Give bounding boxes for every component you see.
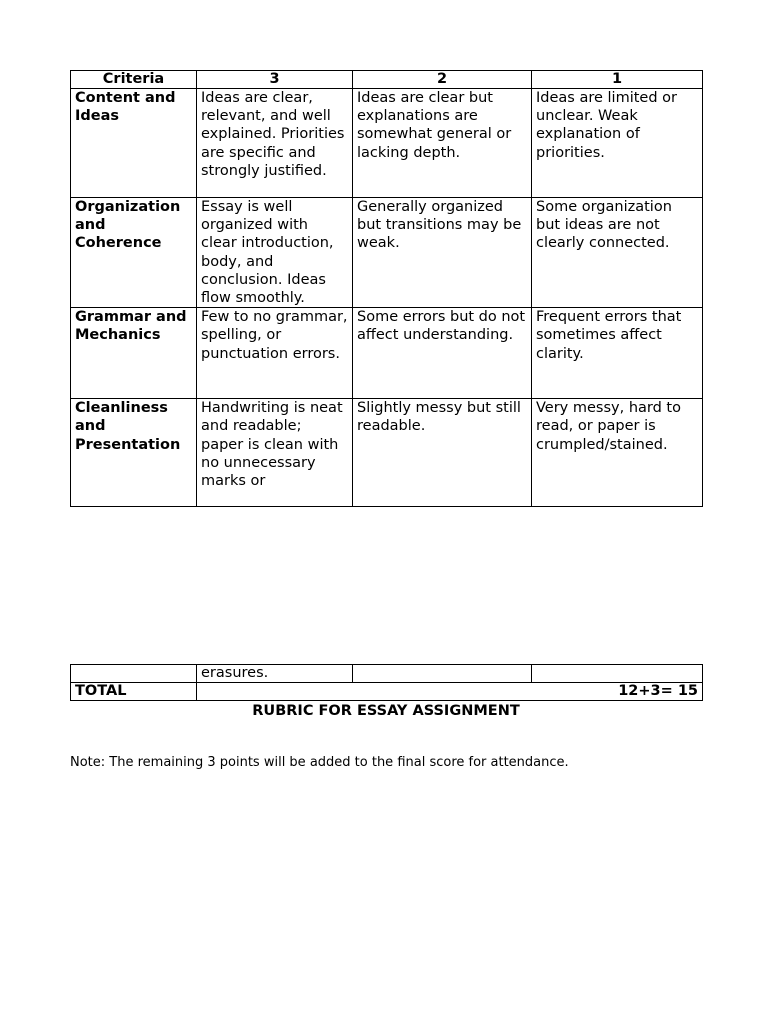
- score-3-cell-continued: erasures.: [197, 665, 353, 683]
- score-3-cell: Ideas are clear, relevant, and well explained. Priorities are specific and strongly justified.: [197, 89, 353, 198]
- attendance-note: Note: The remaining 3 points will be added to the final score for attendance.: [70, 755, 569, 770]
- rubric-table-continued: [70, 664, 703, 701]
- header-score-3: 3: [197, 71, 353, 89]
- score-2-cell: Generally organized but transitions may be weak.: [353, 198, 532, 308]
- score-1-cell-empty: [532, 665, 703, 683]
- header-criteria: Criteria: [71, 71, 197, 89]
- score-3-cell: Essay is well organized with clear introduction, body, and conclusion. Ideas flow smoothly.: [197, 198, 353, 308]
- score-3-cell: Handwriting is neat and readable; paper is clean with no unnecessary marks or: [197, 399, 353, 507]
- score-1-cell: Very messy, hard to read, or paper is crumpled/stained.: [532, 399, 703, 507]
- rubric-table: [70, 70, 703, 507]
- score-3-cell: Few to no grammar, spelling, or punctuation errors.: [197, 308, 353, 399]
- score-2-cell: Some errors but do not affect understanding.: [353, 308, 532, 399]
- table-row: [71, 308, 703, 399]
- rubric-caption: RUBRIC FOR ESSAY ASSIGNMENT: [252, 703, 520, 719]
- criterion-cell: Grammar and Mechanics: [71, 308, 197, 399]
- score-1-cell: Some organization but ideas are not clearly connected.: [532, 198, 703, 308]
- score-2-cell: Ideas are clear but explanations are somewhat general or lacking depth.: [353, 89, 532, 198]
- criterion-cell: Organization and Coherence: [71, 198, 197, 308]
- table-row: [71, 89, 703, 198]
- criterion-cell: Cleanliness and Presentation: [71, 399, 197, 507]
- criterion-cell: Content and Ideas: [71, 89, 197, 198]
- table-row: [71, 399, 703, 507]
- total-value: 12+3= 15: [197, 683, 703, 701]
- score-1-cell: Frequent errors that sometimes affect clarity.: [532, 308, 703, 399]
- total-row: [71, 683, 703, 701]
- score-2-cell: Slightly messy but still readable.: [353, 399, 532, 507]
- score-1-cell: Ideas are limited or unclear. Weak explanation of priorities.: [532, 89, 703, 198]
- total-label: TOTAL: [71, 683, 197, 701]
- table-row: [71, 665, 703, 683]
- table-row: [71, 198, 703, 308]
- score-2-cell-empty: [353, 665, 532, 683]
- criterion-cell-empty: [71, 665, 197, 683]
- table-header-row: [71, 71, 703, 89]
- header-score-1: 1: [532, 71, 703, 89]
- header-score-2: 2: [353, 71, 532, 89]
